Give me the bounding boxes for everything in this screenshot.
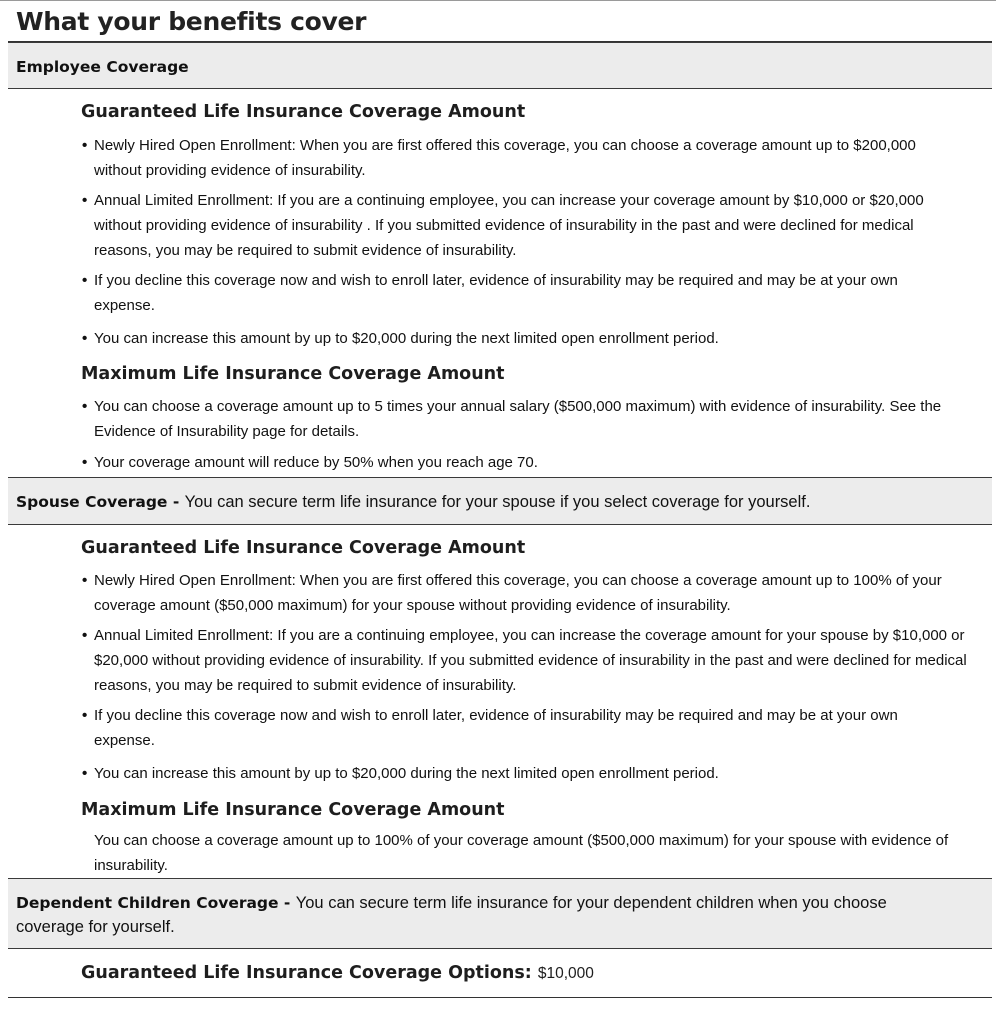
page-title: What your benefits cover — [16, 7, 367, 36]
list-item — [80, 268, 980, 318]
list-item — [80, 394, 980, 444]
bullet-icon: • — [82, 272, 88, 289]
employee-guaranteed-heading: Guaranteed Life Insurance Coverage Amount — [81, 102, 526, 122]
list-item-text: Annual Limited Enrollment: If you are a continuing employee, you can increase the coverage amount for your spouse by $10,000 or $20,000 without providing evidence of insurability. If you submitted evidence of insurability in the past and were declined for medical reasons, you may be required to submit evidence of insurability. — [94, 627, 967, 694]
bullet-icon: • — [82, 572, 88, 589]
children-options-value: $10,000 — [537, 965, 594, 982]
bullet-icon: • — [82, 627, 88, 644]
spouse-coverage-description: You can secure term life insurance for your spouse if you select coverage for yourself. — [184, 493, 811, 511]
bullet-icon: • — [82, 454, 88, 471]
spouse-coverage-band — [8, 477, 992, 525]
bullet-icon: • — [82, 398, 88, 415]
list-item — [80, 326, 980, 351]
bullet-icon: • — [82, 330, 88, 347]
list-item-text: If you decline this coverage now and wish to enroll later, evidence of insurability may be required and may be at your own expense. — [94, 272, 898, 314]
spouse-guaranteed-heading: Guaranteed Life Insurance Coverage Amount — [81, 538, 526, 558]
list-item-text: Annual Limited Enrollment: If you are a continuing employee, you can increase your coverage amount by $10,000 or $20,000 without providing evidence of insurability . If you submitted evidence of insurability in the past and were declined for medical reasons, you may be required to submit evidence of insurability. — [94, 192, 924, 259]
list-item-text: You can increase this amount by up to $20,000 during the next limited open enrollment period. — [94, 330, 719, 347]
spouse-maximum-text: You can choose a coverage amount up to 100% of your coverage amount ($500,000 maximum) for your spouse with evidence of insurability. — [94, 832, 949, 874]
list-item — [80, 761, 980, 786]
list-item-text: Newly Hired Open Enrollment: When you are first offered this coverage, you can choose a coverage amount up to $200,000 without providing evidence of insurability. — [94, 137, 916, 179]
children-options-heading — [81, 963, 594, 983]
children-coverage-band — [8, 878, 992, 949]
list-item — [80, 133, 980, 183]
list-item — [80, 703, 980, 753]
list-item-text: Your coverage amount will reduce by 50% when you reach age 70. — [94, 454, 538, 471]
employee-maximum-heading: Maximum Life Insurance Coverage Amount — [81, 364, 505, 384]
list-item-text: You can choose a coverage amount up to 5 times your annual salary ($500,000 maximum) with evidence of insurability. See the Evidence of Insurability page for details. — [94, 398, 942, 440]
list-item-text: Newly Hired Open Enrollment: When you are first offered this coverage, you can choose a coverage amount up to 100% of your coverage amount ($50,000 maximum) for your spouse without providing evidence of insurability. — [94, 572, 942, 614]
list-item — [80, 623, 980, 698]
list-item — [80, 450, 980, 475]
bullet-icon: • — [82, 707, 88, 724]
bullet-icon: • — [82, 765, 88, 782]
employee-coverage-label: Employee Coverage — [16, 58, 189, 76]
list-item-text: If you decline this coverage now and wish to enroll later, evidence of insurability may be required and may be at your own expense. — [94, 707, 898, 749]
children-coverage-label: Dependent Children Coverage - — [16, 894, 296, 912]
list-item — [80, 568, 980, 618]
children-coverage-description: You can secure term life insurance for your dependent children when you choose coverage for yourself. — [16, 894, 887, 936]
bottom-rule — [8, 997, 992, 998]
top-rule — [0, 0, 996, 1]
spouse-coverage-label: Spouse Coverage - — [16, 493, 185, 511]
spouse-maximum-heading: Maximum Life Insurance Coverage Amount — [81, 800, 505, 820]
list-item — [80, 188, 980, 263]
bullet-icon: • — [82, 192, 88, 209]
bullet-icon: • — [82, 137, 88, 154]
list-item-text: You can increase this amount by up to $20,000 during the next limited open enrollment period. — [94, 765, 719, 782]
employee-coverage-band — [8, 42, 992, 89]
children-options-label: Guaranteed Life Insurance Coverage Options: — [81, 963, 538, 983]
